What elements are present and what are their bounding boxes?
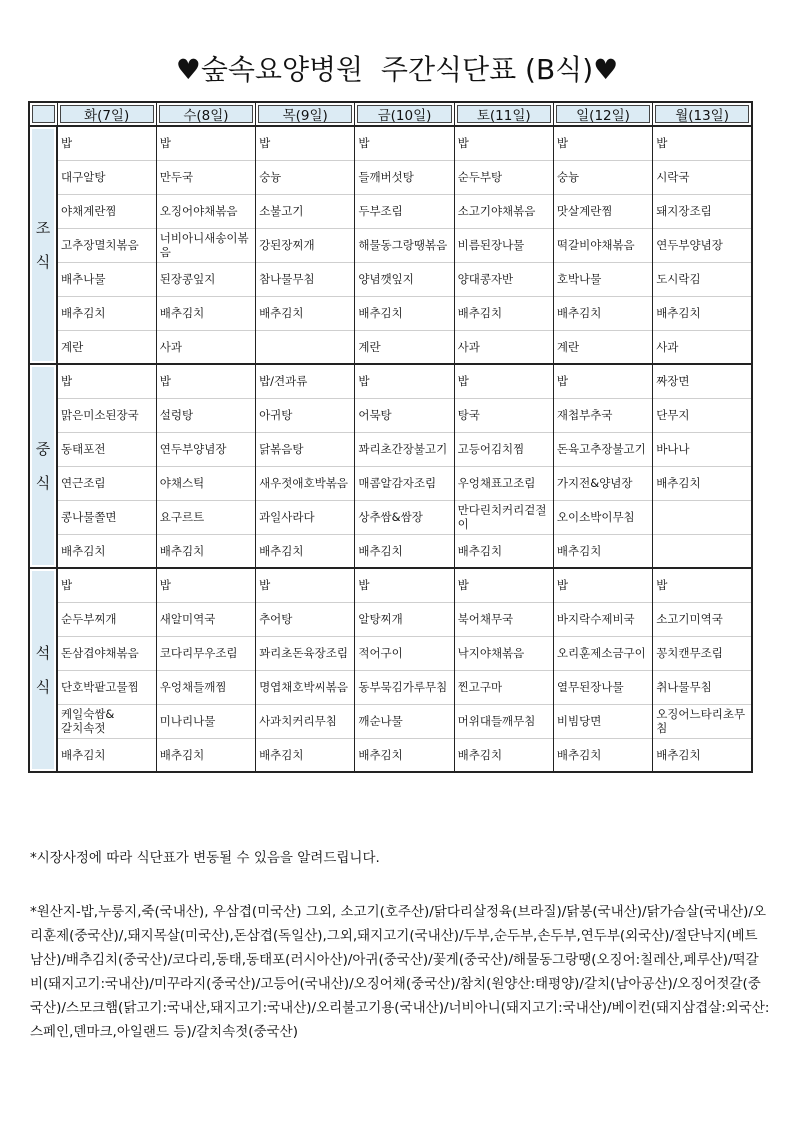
menu-item: 배추김치	[256, 534, 355, 568]
menu-item: 밥	[156, 126, 255, 160]
lunch-row	[29, 432, 752, 466]
menu-item: 배추김치	[454, 738, 553, 772]
menu-item: 배추김치	[156, 534, 255, 568]
menu-item: 꽈리초돈육장조림	[256, 636, 355, 670]
meal-label-char: 중	[35, 440, 51, 458]
menu-item: 강된장찌개	[256, 228, 355, 262]
meal-label-char: 석	[35, 644, 51, 662]
menu-item: 꽈리초간장불고기	[355, 432, 454, 466]
menu-item: 배추김치	[355, 534, 454, 568]
menu-item: 배추김치	[653, 466, 752, 500]
menu-item: 야채스틱	[156, 466, 255, 500]
menu-item: 계란	[553, 330, 652, 364]
menu-item: 두부조림	[355, 194, 454, 228]
menu-item: 낙지야채볶음	[454, 636, 553, 670]
breakfast-row	[29, 228, 752, 262]
menu-item: 고등어김치찜	[454, 432, 553, 466]
menu-item: 머위대들깨무침	[454, 704, 553, 738]
menu-item: 오징어야채볶음	[156, 194, 255, 228]
day-header: 금(10일)	[355, 102, 454, 126]
menu-item: 취나물무침	[653, 670, 752, 704]
menu-item: 배추김치	[57, 296, 156, 330]
menu-item: 순두부찌개	[57, 602, 156, 636]
meal-label-char: 식	[35, 253, 51, 271]
menu-item: 밥	[57, 126, 156, 160]
menu-item: 밥	[355, 568, 454, 602]
day-header: 일(12일)	[553, 102, 652, 126]
menu-item: 배추김치	[553, 534, 652, 568]
menu-item: 된장콩잎지	[156, 262, 255, 296]
menu-item: 시락국	[653, 160, 752, 194]
dinner-row	[29, 636, 752, 670]
menu-item: 단무지	[653, 398, 752, 432]
menu-item	[256, 330, 355, 364]
breakfast-row	[29, 126, 752, 160]
menu-item: 배추김치	[653, 296, 752, 330]
menu-item: 상추쌈&쌈장	[355, 500, 454, 534]
menu-item: 호박나물	[553, 262, 652, 296]
menu-item: 돈삼겹야채볶음	[57, 636, 156, 670]
meal-label-char: 조	[35, 219, 51, 237]
day-header: 토(11일)	[454, 102, 553, 126]
menu-item: 북어채무국	[454, 602, 553, 636]
dinner-row	[29, 738, 752, 772]
menu-item: 밥	[156, 364, 255, 398]
menu-item: 돼지장조림	[653, 194, 752, 228]
menu-item: 가지전&양념장	[553, 466, 652, 500]
menu-item: 만두국	[156, 160, 255, 194]
menu-item: 연두부양념장	[653, 228, 752, 262]
menu-item: 깨순나물	[355, 704, 454, 738]
menu-item: 요구르트	[156, 500, 255, 534]
menu-item: 어묵탕	[355, 398, 454, 432]
menu-item: 고추장멸치볶음	[57, 228, 156, 262]
menu-item: 사과	[156, 330, 255, 364]
menu-item: 참나물무침	[256, 262, 355, 296]
menu-item: 케일숙쌈&갈치속젓	[57, 704, 156, 738]
menu-item: 우엉채표고조림	[454, 466, 553, 500]
menu-item: 찐고구마	[454, 670, 553, 704]
menu-item: 바나나	[653, 432, 752, 466]
lunch-row	[29, 398, 752, 432]
day-header: 목(9일)	[256, 102, 355, 126]
menu-item: 도시락김	[653, 262, 752, 296]
menu-item: 적어구이	[355, 636, 454, 670]
menu-item: 밥/견과류	[256, 364, 355, 398]
menu-item: 아귀탕	[256, 398, 355, 432]
menu-item: 밥	[553, 568, 652, 602]
menu-item: 밥	[57, 568, 156, 602]
menu-item: 밥	[256, 568, 355, 602]
breakfast-row	[29, 296, 752, 330]
day-header: 수(8일)	[156, 102, 255, 126]
menu-item: 맛살계란찜	[553, 194, 652, 228]
menu-item: 너비아니새송이볶음	[156, 228, 255, 262]
menu-item: 꽁치캔무조림	[653, 636, 752, 670]
menu-item	[653, 534, 752, 568]
menu-item: 닭볶음탕	[256, 432, 355, 466]
day-header: 화(7일)	[57, 102, 156, 126]
menu-item: 들깨버섯탕	[355, 160, 454, 194]
menu-item: 동태포전	[57, 432, 156, 466]
menu-item: 배추김치	[553, 296, 652, 330]
lunch-row	[29, 466, 752, 500]
menu-item: 밥	[454, 364, 553, 398]
menu-item: 코다리무우조림	[156, 636, 255, 670]
menu-item: 맑은미소된장국	[57, 398, 156, 432]
menu-item: 밥	[454, 568, 553, 602]
menu-item: 밥	[256, 126, 355, 160]
menu-item: 오리훈제소금구이	[553, 636, 652, 670]
menu-item: 설렁탕	[156, 398, 255, 432]
menu-item: 밥	[57, 364, 156, 398]
menu-item: 양대콩자반	[454, 262, 553, 296]
lunch-row	[29, 500, 752, 534]
menu-item: 밥	[553, 364, 652, 398]
menu-item: 연두부양념장	[156, 432, 255, 466]
menu-item: 배추김치	[454, 534, 553, 568]
menu-item: 단호박팥고물찜	[57, 670, 156, 704]
menu-item: 사과치커리무침	[256, 704, 355, 738]
dinner-row	[29, 568, 752, 602]
menu-item: 열무된장나물	[553, 670, 652, 704]
menu-item: 새알미역국	[156, 602, 255, 636]
menu-item: 사과	[454, 330, 553, 364]
breakfast-row	[29, 330, 752, 364]
menu-item: 밥	[553, 126, 652, 160]
menu-item: 명엽채호박씨볶음	[256, 670, 355, 704]
menu-item: 배추김치	[355, 738, 454, 772]
meal-label-char: 식	[35, 678, 51, 696]
market-notice: *시장사정에 따라 식단표가 변동될 수 있음을 알려드립니다.	[30, 850, 380, 866]
menu-item: 탕국	[454, 398, 553, 432]
menu-item: 밥	[156, 568, 255, 602]
day-header: 월(13일)	[653, 102, 752, 126]
lunch-row	[29, 534, 752, 568]
menu-item: 우엉채들깨찜	[156, 670, 255, 704]
menu-item: 계란	[355, 330, 454, 364]
menu-item: 숭늉	[256, 160, 355, 194]
menu-item: 배추김치	[653, 738, 752, 772]
day-header-row	[29, 102, 752, 126]
weekly-menu-table	[28, 101, 753, 773]
menu-item: 배추김치	[454, 296, 553, 330]
menu-item: 숭늉	[553, 160, 652, 194]
menu-item: 배추김치	[256, 296, 355, 330]
dinner-row	[29, 602, 752, 636]
menu-item: 추어탕	[256, 602, 355, 636]
lunch-row	[29, 364, 752, 398]
menu-item: 미나리나물	[156, 704, 255, 738]
menu-item: 바지락수제비국	[553, 602, 652, 636]
menu-item: 연근조림	[57, 466, 156, 500]
menu-grid	[28, 101, 753, 773]
dinner-row	[29, 704, 752, 738]
breakfast-row	[29, 160, 752, 194]
menu-item: 배추김치	[355, 296, 454, 330]
menu-item: 소고기야채볶음	[454, 194, 553, 228]
menu-item: 양념깻잎지	[355, 262, 454, 296]
corner-cell	[29, 102, 57, 126]
menu-item: 오징어느타리초무침	[653, 704, 752, 738]
menu-item: 배추김치	[57, 738, 156, 772]
menu-item: 소불고기	[256, 194, 355, 228]
menu-item: 배추김치	[256, 738, 355, 772]
menu-item: 과일사라다	[256, 500, 355, 534]
menu-item: 해물동그랑땡볶음	[355, 228, 454, 262]
menu-item: 새우젓애호박볶음	[256, 466, 355, 500]
menu-item: 배추김치	[156, 738, 255, 772]
menu-item: 배추김치	[57, 534, 156, 568]
menu-item: 배추김치	[553, 738, 652, 772]
menu-item: 사과	[653, 330, 752, 364]
breakfast-row	[29, 194, 752, 228]
menu-item: 배추나물	[57, 262, 156, 296]
menu-item: 소고기미역국	[653, 602, 752, 636]
menu-item: 배추김치	[156, 296, 255, 330]
menu-item	[653, 500, 752, 534]
breakfast-label	[29, 126, 57, 364]
menu-item: 밥	[454, 126, 553, 160]
menu-item: 대구알탕	[57, 160, 156, 194]
origin-notice: *원산지-밥,누룽지,죽(국내산), 우삼겹(미국산) 그외, 소고기(호주산)/닭다리살정육(브라질)/닭봉(국내산)/닭가슴살(국내산)/오리훈제(중국산)/,돼지목살(미국산),돈삼겹(독일산),그외,돼지고기(국내산)/두부,순두부,손두부,연두부(외국산)/절단낙지(베트남산)/배추김치(중국산)/코다리,동태,동태포(러시아산)/아귀(중국산)/꽃게(중국산)/해물동그랑땡(오징어:칠레산,페루산)/떡갈비(돼지고기:국내산)/미꾸라지(중국산)/고등어(국내산)/오징어채(중국산)/참치(원양산:태평양)/갈치(남아공산)/오징어젓갈(중국산)/스모크햄(닭고기:국내산,돼지고기:국내산)/오리불고기용(국내산)/너비아니(돼지고기:국내산)/베이컨(돼지삼겹살:외국산:스페인,덴마크,아일랜드 등)/갈치속젓(중국산)	[30, 904, 770, 1040]
dinner-row	[29, 670, 752, 704]
menu-item: 계란	[57, 330, 156, 364]
menu-item: 매콤알감자조림	[355, 466, 454, 500]
menu-item: 오이소박이무침	[553, 500, 652, 534]
menu-item: 떡갈비야채볶음	[553, 228, 652, 262]
page-title: ♥숲속요양병원 주간식단표 (B식)♥	[175, 53, 619, 86]
menu-item: 밥	[653, 568, 752, 602]
meal-label-char: 식	[35, 474, 51, 492]
lunch-label	[29, 364, 57, 568]
menu-item: 동부묵김가루무침	[355, 670, 454, 704]
menu-item: 순두부탕	[454, 160, 553, 194]
breakfast-row	[29, 262, 752, 296]
menu-item: 짜장면	[653, 364, 752, 398]
dinner-label	[29, 568, 57, 772]
menu-item: 밥	[653, 126, 752, 160]
menu-item: 만다린치커리겉절이	[454, 500, 553, 534]
menu-item: 야채계란찜	[57, 194, 156, 228]
menu-item: 밥	[355, 364, 454, 398]
menu-item: 비빔당면	[553, 704, 652, 738]
menu-item: 돈육고추장불고기	[553, 432, 652, 466]
menu-item: 밥	[355, 126, 454, 160]
menu-item: 알탕찌개	[355, 602, 454, 636]
menu-item: 재첩부추국	[553, 398, 652, 432]
menu-item: 콩나물쫄면	[57, 500, 156, 534]
menu-item: 비름된장나물	[454, 228, 553, 262]
